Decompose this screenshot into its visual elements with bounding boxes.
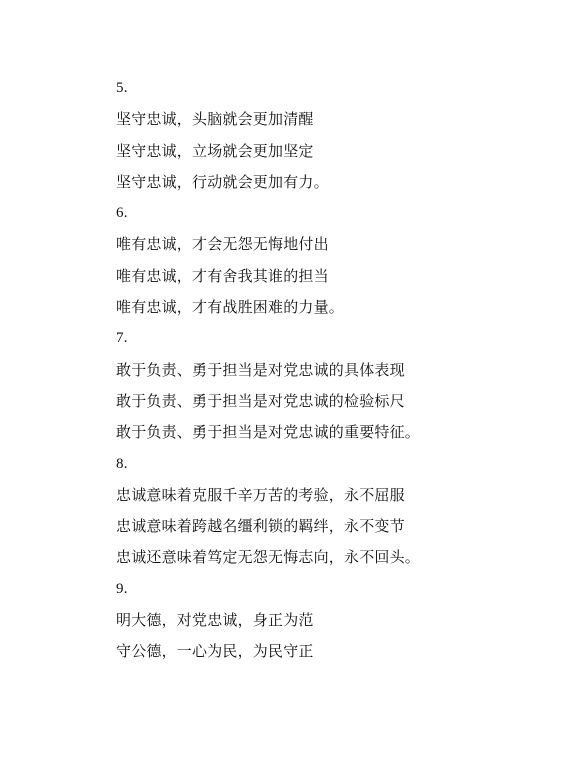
text-line: 忠诚意味着克服千辛万苦的考验，永不屈服 (116, 485, 405, 504)
text-line: 坚守忠诚，立场就会更加坚定 (116, 141, 314, 160)
text-line: 忠诚意味着跨越名缰利锁的羁绊，永不变节 (116, 517, 405, 536)
section-number: 9. (116, 580, 128, 597)
text-line: 坚守忠诚，头脑就会更加清醒 (116, 110, 314, 129)
text-line: 守公德，一心为民，为民守正 (116, 642, 314, 661)
section-number: 7. (116, 330, 128, 347)
text-line: 唯有忠诚，才会无怨无悔地付出 (116, 235, 329, 254)
text-line: 敢于负责、勇于担当是对党忠诚的检验标尺 (116, 391, 405, 410)
text-line: 敢于负责、勇于担当是对党忠诚的具体表现 (116, 360, 405, 379)
text-line: 唯有忠诚，才有战胜困难的力量。 (116, 298, 345, 317)
text-line: 唯有忠诚，才有舍我其谁的担当 (116, 266, 329, 285)
section-number: 5. (116, 80, 128, 96)
text-line: 忠诚还意味着笃定无怨无悔志向，永不回头。 (116, 548, 421, 567)
text-line: 坚守忠诚，行动就会更加有力。 (116, 172, 329, 191)
section-number: 6. (116, 205, 128, 222)
section-number: 8. (116, 455, 128, 472)
document-body (116, 73, 556, 668)
text-line: 明大德，对党忠诚，身正为范 (116, 611, 314, 630)
text-line: 敢于负责、勇于担当是对党忠诚的重要特征。 (116, 423, 421, 442)
